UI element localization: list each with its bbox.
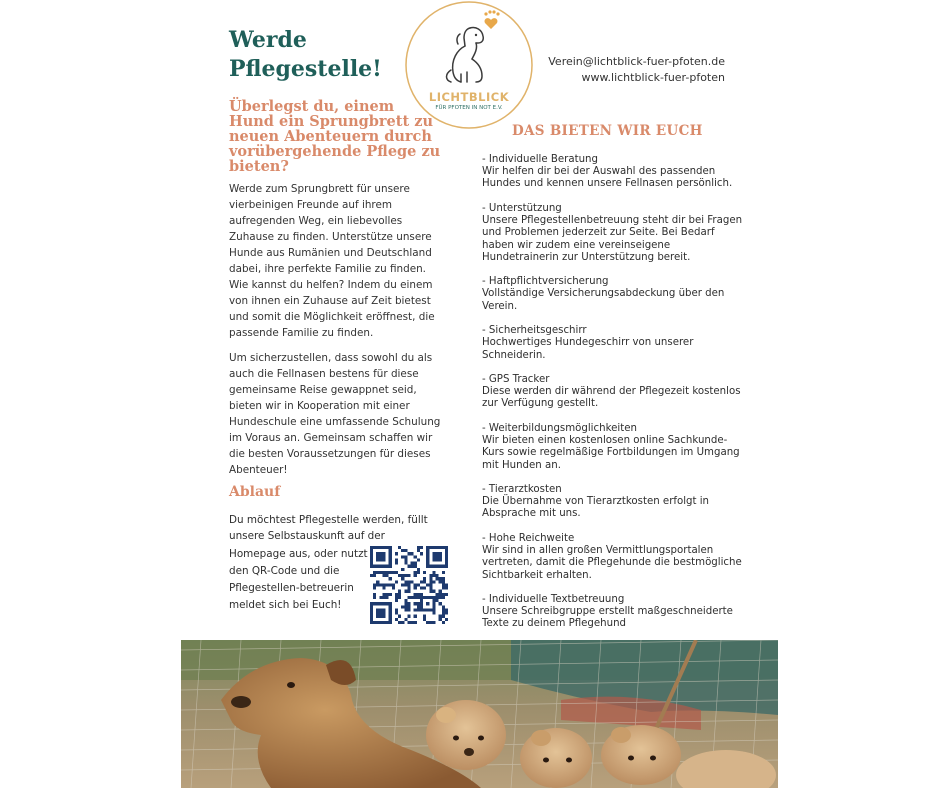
- offer-desc: Diese werden dir während der Pflegezeit kostenlos zur Verfügung gestellt.: [482, 386, 741, 410]
- list-item: [482, 374, 744, 411]
- offer-title: - Unterstützung: [482, 202, 562, 214]
- ablauf-text-b: Homepage aus, oder nutzt den QR-Code und die Pflegestellen-betreuerin meldet sich bei Euch!: [229, 548, 368, 611]
- ablauf-text-a: Du möchtest Pflegestelle werden, füllt unsere Selbstauskunft auf der: [229, 514, 428, 542]
- puppies-photo: [181, 640, 778, 788]
- offers-heading: DAS BIETEN WIR EUCH: [512, 123, 703, 139]
- offer-title: - Individuelle Textbetreuung: [482, 594, 625, 606]
- offer-desc: Vollständige Versicherungsabdeckung über den Verein.: [482, 288, 725, 312]
- contact-info: [548, 54, 725, 86]
- qr-code-icon[interactable]: [370, 546, 448, 624]
- list-item: [482, 154, 744, 191]
- offer-title: - Haftpflichtversicherung: [482, 276, 609, 288]
- contact-email[interactable]: Verein@lichtblick-fuer-pfoten.de: [548, 55, 725, 68]
- offer-desc: Wir bieten einen kostenlosen online Sachkunde-Kurs sowie regelmäßige Fortbildungen im Umgang mit Hunden an.: [482, 435, 740, 471]
- intro-paragraph-2: Um sicherzustellen, dass sowohl du als auch die Fellnasen bestens für diese gemeinsame Reise gewappnet seid, bieten wir in Kooperation mit einer Hundeschule eine umfassende Schulung im Voraus an. Gemeinsam schaffen wir die besten Voraussetzungen für dieses Abenteuer!: [229, 352, 441, 476]
- list-item: [482, 325, 744, 362]
- offer-title: - Individuelle Beratung: [482, 154, 598, 165]
- contact-website[interactable]: www.lichtblick-fuer-pfoten: [581, 71, 725, 84]
- offer-desc: Hochwertiges Hundegeschirr von unserer Schneiderin.: [482, 337, 694, 361]
- page-title: [229, 26, 382, 84]
- list-item: [482, 484, 744, 521]
- title-line-1: Werde: [229, 27, 307, 53]
- offer-title: - Sicherheitsgeschirr: [482, 325, 587, 337]
- offer-title: - Weiterbildungsmöglichkeiten: [482, 422, 637, 434]
- offer-desc: Die Übernahme von Tierarztkosten erfolgt in Absprache mit uns.: [482, 496, 710, 520]
- offers-list: [482, 154, 744, 638]
- list-item: [482, 276, 744, 313]
- logo-name: LICHTBLICK: [428, 90, 510, 104]
- logo-subtitle: FÜR PFOTEN IN NOT E.V.: [435, 105, 503, 111]
- offer-desc: Wir helfen dir bei der Auswahl des passenden Hundes und kennen unsere Fellnasen persönlich.: [482, 166, 733, 190]
- offer-title: - Tierarztkosten: [482, 484, 562, 496]
- title-line-2: Pflegestelle!: [229, 56, 382, 82]
- list-item: [482, 533, 744, 582]
- offer-title: - Hohe Reichweite: [482, 532, 575, 544]
- list-item: [482, 203, 744, 264]
- intro-question: Überlegst du, einem Hund ein Sprungbrett zu neuen Abenteuern durch vorübergehende Pflege zu bieten?: [229, 98, 441, 175]
- intro-paragraph-1: Werde zum Sprungbrett für unsere vierbeinigen Freunde auf ihrem aufregenden Weg, ein liebevolles Zuhause zu finden. Unterstütze unsere Hunde aus Rumänien und Deutschland dabei, ihre perfekte Familie zu finden. Wie kannst du helfen? Indem du einem von ihnen ein Zuhause auf Zeit bietest und somit die Möglichkeit eröffnest, die passende Familie zu finden.: [229, 183, 435, 339]
- list-item: [482, 594, 744, 631]
- ablauf-heading: Ablauf: [229, 484, 281, 500]
- offer-desc: Unsere Pflegestellenbetreuung steht dir bei Fragen und Problemen jederzeit zur Seite. Bei Bedarf haben wir zudem eine vereinseigene Hundetrainerin zur Unterstützung bereit.: [482, 215, 743, 263]
- list-item: [482, 423, 744, 472]
- offer-desc: Unsere Schreibgruppe erstellt maßgeschneiderte Texte zu deinem Pflegehund: [482, 606, 733, 630]
- offer-desc: Wir sind in allen großen Vermittlungsportalen vertreten, damit die Pflegehunde die bestmögliche Sichtbarkeit erhalten.: [482, 545, 742, 581]
- offer-title: - GPS Tracker: [482, 374, 550, 386]
